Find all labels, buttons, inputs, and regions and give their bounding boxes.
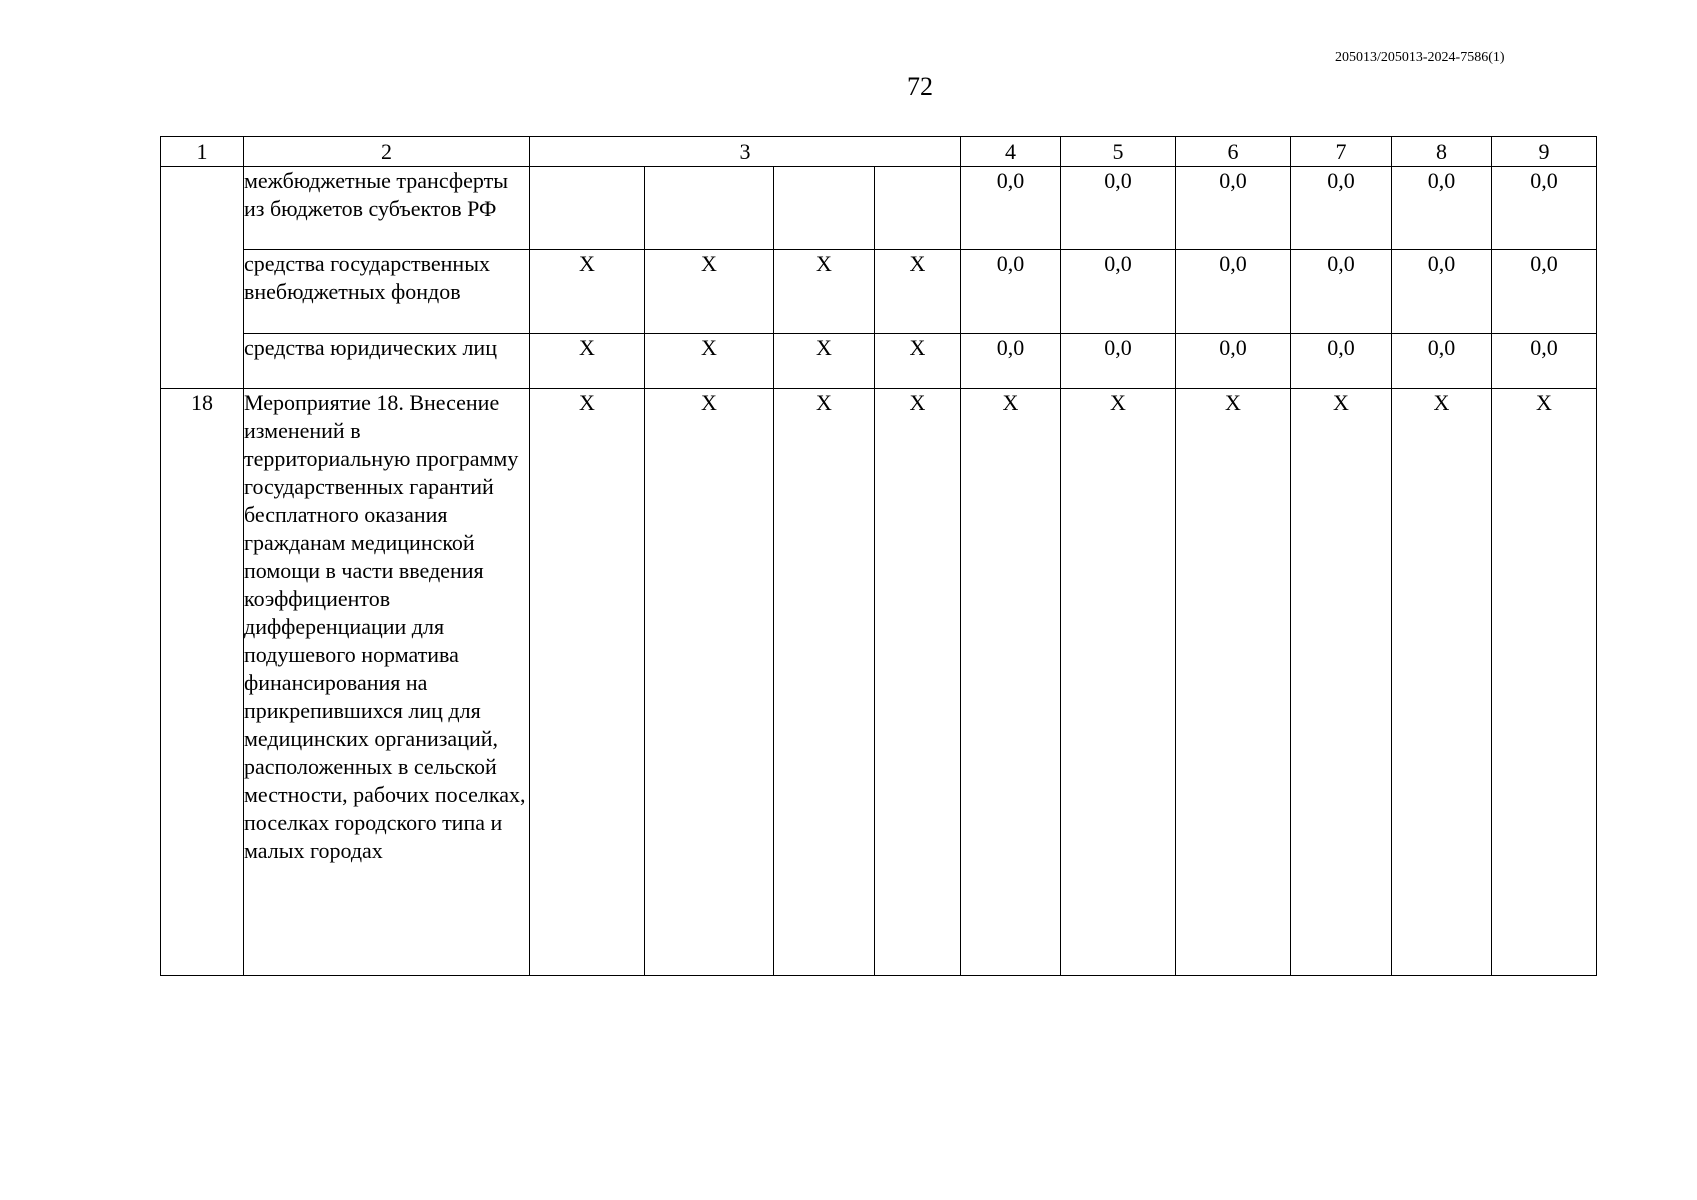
value-cell: 0,0 bbox=[1392, 334, 1492, 389]
value-cell: 0,0 bbox=[1061, 334, 1176, 389]
row-name: средства государственных внебюджетных фондов bbox=[244, 250, 530, 334]
column-header-9: 9 bbox=[1492, 137, 1597, 167]
value-cell: 0,0 bbox=[1176, 250, 1291, 334]
col3-cell: Х bbox=[774, 250, 875, 334]
col3-cell: Х bbox=[875, 389, 961, 976]
col3-cell: Х bbox=[645, 334, 774, 389]
column-header-1: 1 bbox=[161, 137, 244, 167]
col3-cell: Х bbox=[774, 334, 875, 389]
value-cell: Х bbox=[1392, 389, 1492, 976]
column-header-8: 8 bbox=[1392, 137, 1492, 167]
value-cell: 0,0 bbox=[1492, 167, 1597, 250]
value-cell: 0,0 bbox=[961, 334, 1061, 389]
col3-cell: Х bbox=[875, 250, 961, 334]
col3-cell bbox=[774, 167, 875, 250]
row-name: средства юридических лиц bbox=[244, 334, 530, 389]
column-header-4: 4 bbox=[961, 137, 1061, 167]
row-name: межбюджетные трансферты из бюджетов субъектов РФ bbox=[244, 167, 530, 250]
column-header-2: 2 bbox=[244, 137, 530, 167]
value-cell: Х bbox=[1176, 389, 1291, 976]
col3-cell bbox=[530, 167, 645, 250]
value-cell: 0,0 bbox=[1392, 167, 1492, 250]
value-cell: 0,0 bbox=[1291, 334, 1392, 389]
column-header-3: 3 bbox=[530, 137, 961, 167]
col3-cell: Х bbox=[530, 250, 645, 334]
column-header-6: 6 bbox=[1176, 137, 1291, 167]
col3-cell bbox=[645, 167, 774, 250]
value-cell: 0,0 bbox=[1392, 250, 1492, 334]
value-cell: 0,0 bbox=[961, 167, 1061, 250]
value-cell: 0,0 bbox=[1061, 250, 1176, 334]
table-row bbox=[161, 389, 1597, 976]
row-number: 18 bbox=[161, 389, 244, 976]
value-cell: 0,0 bbox=[1291, 250, 1392, 334]
row-name: Мероприятие 18. Внесение изменений в территориальную программу государственных гарантий бесплатного оказания гражданам медицинской помощи в части введения коэффициентов дифференциации для подушевого норматива финансирования на прикрепившихся лиц для медицинских организаций, расположенных в сельской местности, рабочих поселках, поселках городского типа и малых городах bbox=[244, 389, 530, 976]
document-id: 205013/205013-2024-7586(1) bbox=[1335, 50, 1505, 65]
value-cell: 0,0 bbox=[1176, 334, 1291, 389]
col3-cell bbox=[875, 167, 961, 250]
table-row bbox=[161, 167, 1597, 250]
value-cell: 0,0 bbox=[1492, 334, 1597, 389]
header-row bbox=[161, 137, 1597, 167]
table-row bbox=[161, 250, 1597, 334]
value-cell: 0,0 bbox=[1291, 167, 1392, 250]
col3-cell: Х bbox=[875, 334, 961, 389]
col3-cell: Х bbox=[530, 334, 645, 389]
value-cell: 0,0 bbox=[1492, 250, 1597, 334]
value-cell: Х bbox=[1291, 389, 1392, 976]
value-cell: Х bbox=[1492, 389, 1597, 976]
value-cell: 0,0 bbox=[961, 250, 1061, 334]
column-header-7: 7 bbox=[1291, 137, 1392, 167]
table-row bbox=[161, 334, 1597, 389]
value-cell: Х bbox=[1061, 389, 1176, 976]
row-number bbox=[161, 167, 244, 389]
value-cell: Х bbox=[961, 389, 1061, 976]
value-cell: 0,0 bbox=[1061, 167, 1176, 250]
budget-table bbox=[160, 136, 1597, 976]
value-cell: 0,0 bbox=[1176, 167, 1291, 250]
column-header-5: 5 bbox=[1061, 137, 1176, 167]
page-number: 72 bbox=[907, 72, 933, 101]
col3-cell: Х bbox=[645, 250, 774, 334]
col3-cell: Х bbox=[645, 389, 774, 976]
col3-cell: Х bbox=[774, 389, 875, 976]
col3-cell: Х bbox=[530, 389, 645, 976]
